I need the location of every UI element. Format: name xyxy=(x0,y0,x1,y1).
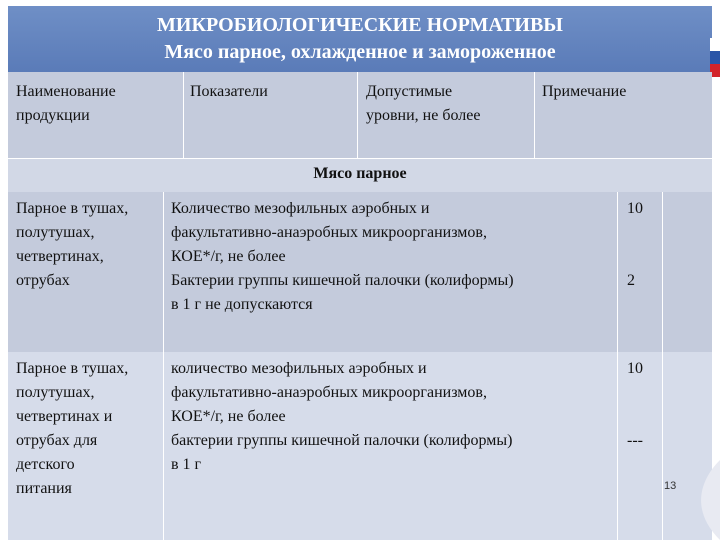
row-divider xyxy=(8,158,712,159)
row-1-value-2: 2 xyxy=(627,272,635,289)
column-divider xyxy=(357,72,358,158)
header-notes: Примечание xyxy=(542,83,627,100)
row-2-indicators: количество мезофильных аэробных и факультативно-анаэробных микроорганизмов, КОЕ*/г, не более бактерии группы кишечной палочки (колиформы) в 1 г xyxy=(171,360,513,473)
column-divider xyxy=(163,352,164,540)
row-2-value-2: --- xyxy=(627,432,643,449)
corner-decoration-icon xyxy=(680,460,720,540)
column-divider xyxy=(662,352,663,540)
row-2-value-1: 10 xyxy=(627,360,643,377)
slide-title xyxy=(8,6,712,72)
row-1-product: Парное в тушах, полутушах, четвертинах, отрубах xyxy=(16,200,129,289)
column-divider xyxy=(534,72,535,158)
row-2-product: Парное в тушах, полутушах, четвертинах и отрубах для детского питания xyxy=(16,360,129,497)
row-1-indicators: Количество мезофильных аэробных и факультативно-анаэробных микроорганизмов, КОЕ*/г, не более Бактерии группы кишечной палочки (колиформы) в 1 г не допускаются xyxy=(171,200,514,313)
title-line-1: МИКРОБИОЛОГИЧЕСКИЕ НОРМАТИВЫ xyxy=(157,14,563,36)
page-number: 13 xyxy=(664,480,677,492)
section-title: Мясо парное xyxy=(313,165,407,182)
column-divider xyxy=(617,352,618,540)
title-line-2: Мясо парное, охлажденное и замороженное xyxy=(164,41,556,63)
column-divider xyxy=(183,72,184,158)
header-indicators: Показатели xyxy=(190,83,268,100)
section-row xyxy=(8,158,712,192)
header-allowed-levels: Допустимые уровни, не более xyxy=(366,83,481,124)
header-product-name: Наименование продукции xyxy=(16,83,116,124)
row-1-value-1: 10 xyxy=(627,200,643,217)
